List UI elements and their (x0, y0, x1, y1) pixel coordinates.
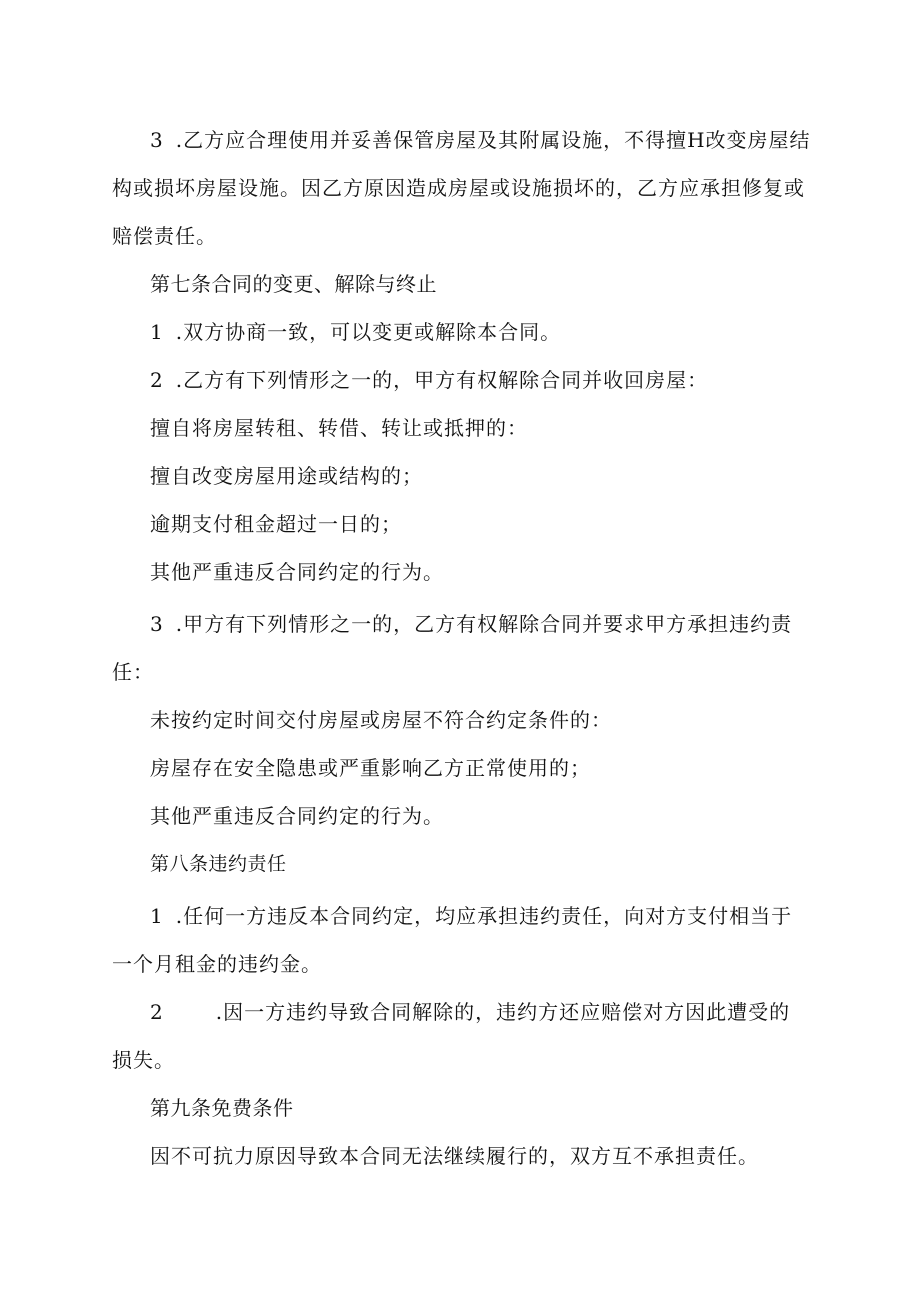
line-text: .双方协商一致，可以变更或解除本合同。 (175, 320, 562, 344)
line-text: 擅自将房屋转租、转借、转让或抵押的： (150, 416, 528, 440)
line-text: .甲方有下列情形之一的，乙方有权解除合同并要求甲方承担违约责 (175, 612, 793, 636)
paragraph-line (150, 512, 812, 536)
line-text: 任： (112, 660, 154, 684)
line-text: .因一方违约导致合同解除的，违约方还应赔偿对方因此遭受的 (215, 1000, 791, 1024)
line-text: 房屋存在安全隐患或严重影响乙方正常使用的； (150, 756, 591, 780)
line-text: .任何一方违反本合同约定，均应承担违约责任，向对方支付相当于 (175, 904, 793, 928)
line-text: 逾期支付租金超过一日的； (150, 512, 402, 536)
line-text: 赔偿责任。 (112, 224, 217, 248)
clause-number: 3 (150, 128, 164, 152)
line-text: .乙方应合理使用并妥善保管房屋及其附属设施，不得擅H改变房屋结 (175, 128, 811, 152)
line-text: 一个月租金的违约金。 (112, 952, 322, 976)
line-text: 损失。 (112, 1048, 175, 1072)
section-heading (150, 272, 812, 296)
line-text: 擅自改变房屋用途或结构的； (150, 464, 423, 488)
line-text: 第七条合同的变更、解除与终止 (150, 272, 437, 296)
paragraph-line (112, 176, 812, 200)
paragraph-line (150, 804, 812, 828)
clause-number: 1 (150, 904, 164, 928)
paragraph-line (150, 708, 812, 732)
paragraph-line (150, 416, 812, 440)
line-text: 因不可抗力原因导致本合同无法继续履行的，双方互不承担责任。 (150, 1144, 759, 1168)
paragraph-line (150, 612, 812, 636)
paragraph-line (150, 1144, 812, 1168)
clause-number: 3 (150, 612, 164, 636)
line-text: 未按约定时间交付房屋或房屋不符合约定条件的： (150, 708, 612, 732)
line-text: 构或损坏房屋设施。因乙方原因造成房屋或设施损坏的，乙方应承担修复或 (112, 176, 805, 200)
paragraph-line (150, 368, 812, 392)
line-text: 第八条违约责任 (150, 853, 287, 875)
clause-number: 1 (150, 320, 164, 344)
paragraph-line (150, 128, 812, 152)
paragraph-line (150, 904, 812, 928)
paragraph-line (150, 1000, 812, 1024)
paragraph-line (150, 756, 812, 780)
paragraph-line (112, 952, 812, 976)
paragraph-line (150, 560, 812, 584)
paragraph-line (112, 660, 812, 684)
line-text: 第九条免费条件 (150, 1096, 294, 1120)
line-text: 其他严重违反合同约定的行为。 (150, 560, 444, 584)
paragraph-line (112, 1048, 812, 1072)
line-text: 其他严重违反合同约定的行为。 (150, 804, 444, 828)
paragraph-line (150, 464, 812, 488)
section-heading (150, 852, 812, 876)
section-heading (150, 1096, 812, 1120)
clause-number: 2 (150, 1000, 164, 1024)
paragraph-line (112, 224, 812, 248)
clause-number: 2 (150, 368, 164, 392)
paragraph-line (150, 320, 812, 344)
line-text: .乙方有下列情形之一的，甲方有权解除合同并收回房屋： (175, 368, 709, 392)
